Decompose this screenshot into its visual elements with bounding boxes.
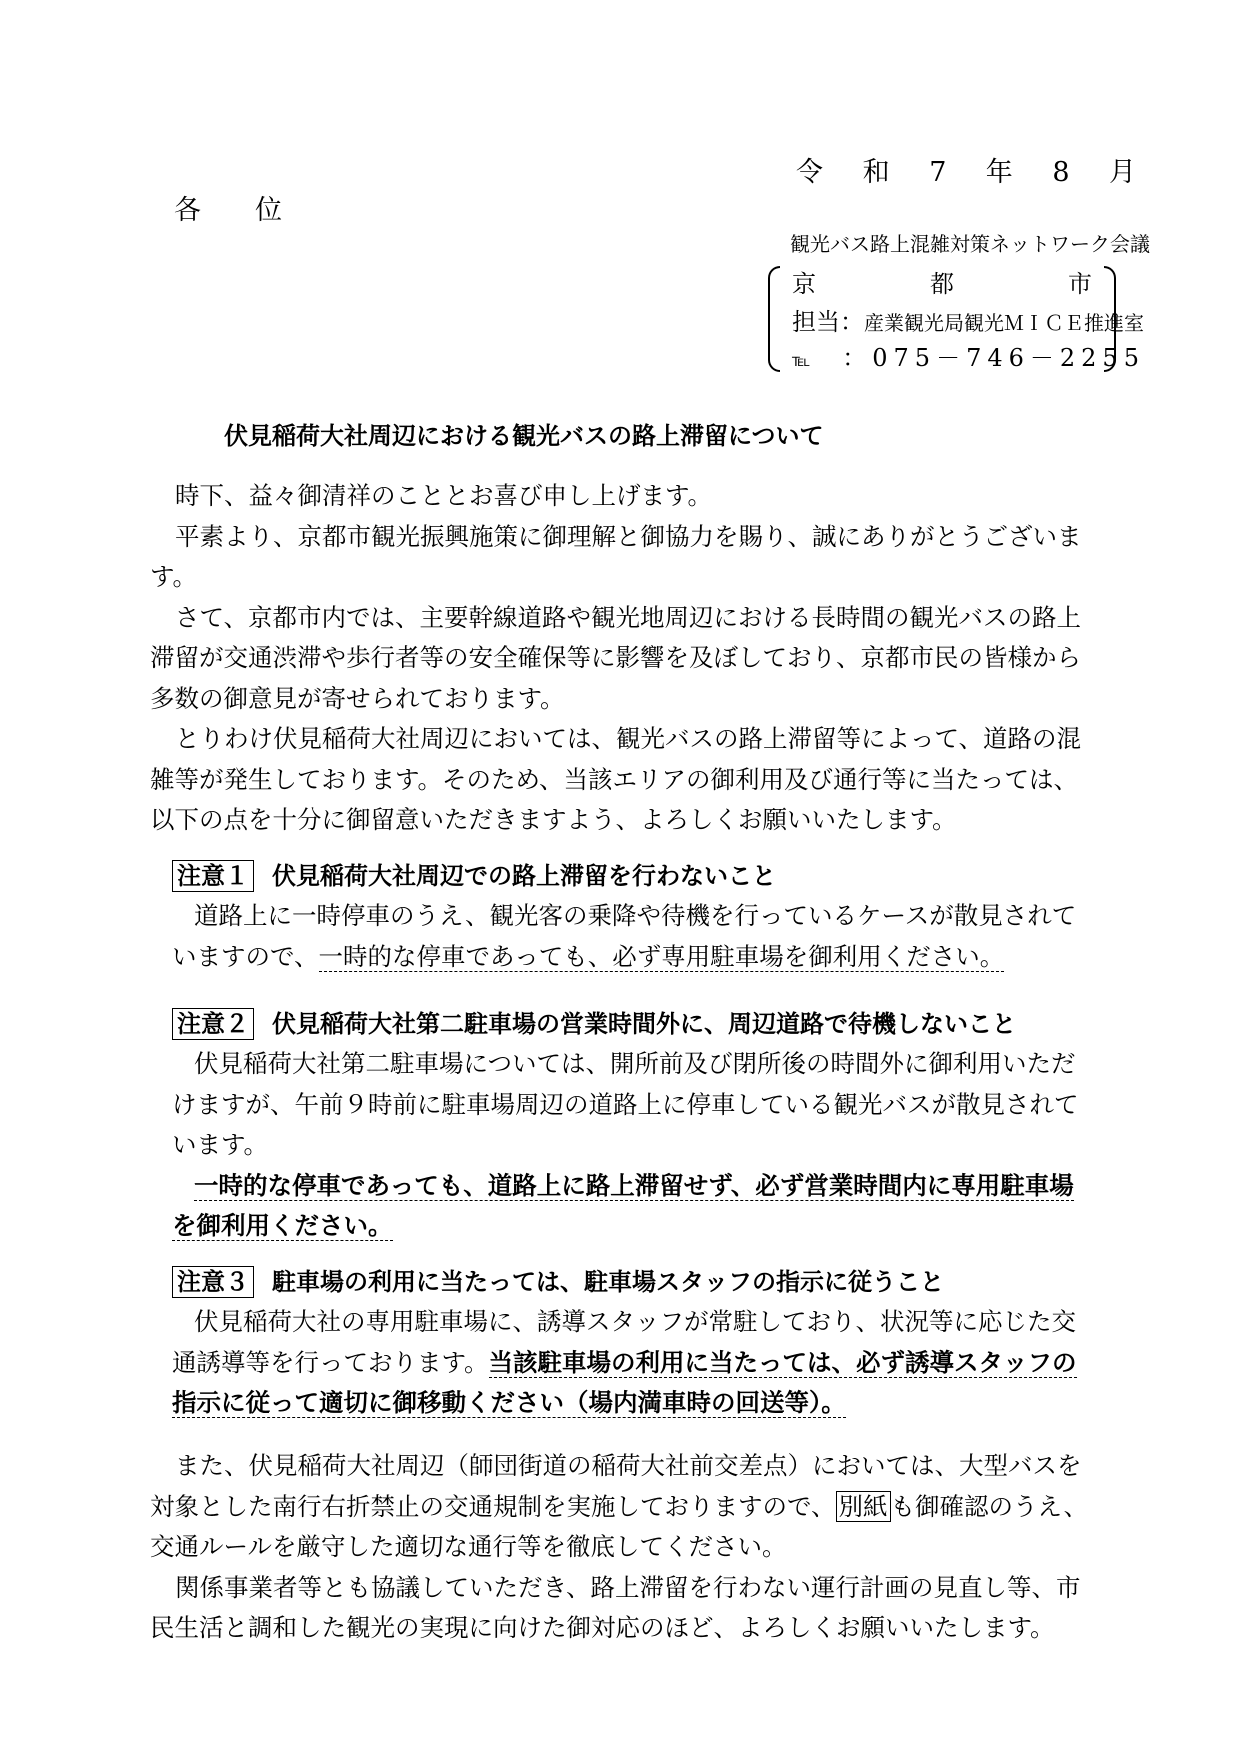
document-title: 伏見稲荷大社周辺における観光バスの路上滞留について <box>224 422 824 450</box>
date-char: 8 <box>1052 157 1070 188</box>
date-char: 7 <box>929 157 947 188</box>
underlined-text: を御利用ください。 <box>172 1211 393 1240</box>
body-line: 多数の御意見が寄せられております。 <box>150 683 565 713</box>
date-char: 和 <box>862 157 890 188</box>
note-heading: 注意２ 伏見稲荷大社第二駐車場の営業時間外に、周辺道路で待機しないこと <box>172 1004 1112 1044</box>
note-heading: 注意３ 駐車場の利用に当たっては、駐車場スタッフの指示に従うこと <box>172 1262 1112 1302</box>
intro-section <box>150 476 1090 841</box>
left-bracket <box>768 266 780 372</box>
sender-department: 担当：産業観光局観光ＭＩＣＥ推進室 <box>792 308 1144 336</box>
body-line: 伏見稲荷大社第二駐車場については、開所前及び閉所後の時間外に御利用いただ <box>194 1049 1076 1078</box>
sender-block <box>768 262 1145 372</box>
note-label: 注意２ <box>172 1008 254 1040</box>
body-line: 民生活と調和した観光の実現に向けた御対応のほど、よろしくお願いいたします。 <box>150 1613 1055 1642</box>
note-label: 注意１ <box>172 860 254 892</box>
note-1 <box>172 856 1112 977</box>
underlined-text: 一時的な停車であっても、道路上に路上滞留せず、必ず営業時間内に専用駐車場 <box>194 1170 1074 1200</box>
sender-organization: 観光バス路上混雑対策ネットワーク会議 <box>790 232 1150 256</box>
body-line: います。 <box>172 1130 269 1159</box>
underlined-text: 当該駐車場の利用に当たっては、必ず誘導スタッフの <box>488 1347 1077 1377</box>
body-line: 滞留が交通渋滞や歩行者等の安全確保等に影響を及ぼしており、京都市民の皆様から <box>150 643 1081 672</box>
body-line: 関係事業者等とも協議していただき、路上滞留を行わない運行計画の見直し等、市 <box>175 1572 1081 1602</box>
body-line: 交通ルールを厳守した適切な通行等を徹底してください。 <box>150 1532 787 1561</box>
body-line: す。 <box>150 562 198 591</box>
note-2 <box>172 1004 1112 1247</box>
body-line: 伏見稲荷大社の専用駐車場に、誘導スタッフが常駐しており、状況等に応じた交 <box>194 1307 1076 1336</box>
body-line: 以下の点を十分に御留意いただきますよう、よろしくお願いいたします。 <box>150 805 957 834</box>
recipient: 各 位 <box>174 195 282 226</box>
attachment-reference: 別紙 <box>836 1491 891 1522</box>
note-label: 注意３ <box>172 1266 254 1298</box>
body-line: 通誘導等を行っております。当該駐車場の利用に当たっては、必ず誘導スタッフの <box>172 1347 1077 1377</box>
tel-label: ℡ <box>792 351 811 371</box>
date-char: 年 <box>985 157 1013 188</box>
body-line: とりわけ伏見稲荷大社周辺においては、観光バスの路上滞留等によって、道路の混 <box>175 724 1082 753</box>
underlined-text: 指示に従って適切に御移動ください（場内満車時の回送等）。 <box>172 1388 846 1417</box>
body-line <box>172 1166 1112 1207</box>
sender-city: 京 都 市 <box>792 270 1092 298</box>
body-line: さて、京都市内では、主要幹線道路や観光地周辺における長時間の観光バスの路上 <box>175 602 1082 632</box>
body-line: 道路上に一時停車のうえ、観光客の乗降や待機を行っているケースが散見されて <box>194 901 1077 930</box>
underlined-text: 一時的な停車であっても、必ず専用駐車場を御利用ください。 <box>318 941 1005 971</box>
body-line: いますので、一時的な停車であっても、必ず専用駐車場を御利用ください。 <box>172 941 1005 971</box>
body-line: 平素より、京都市観光振興施策に御理解と御協力を賜り、誠にありがとうございま <box>175 521 1082 551</box>
body-line <box>172 1383 1112 1424</box>
body-line: 雑等が発生しております。そのため、当該エリアの御利用及び通行等に当たっては、 <box>150 764 1079 794</box>
note-3 <box>172 1262 1112 1424</box>
body-line <box>172 1206 1112 1247</box>
date-char: 月 <box>1108 157 1136 188</box>
body-line: 時下、益々御清祥のこととお喜び申し上げます。 <box>175 481 713 510</box>
date-char: 令 <box>796 157 823 188</box>
closing-section <box>150 1446 1090 1649</box>
body-line: けますが、午前９時前に駐車場周辺の道路上に停車している観光バスが散見されて <box>172 1089 1079 1119</box>
body-line: また、伏見稲荷大社周辺（師団街道の稲荷大社前交差点）においては、大型バスを <box>175 1451 1082 1480</box>
note-heading: 注意１ 伏見稲荷大社周辺での路上滞留を行わないこと <box>172 856 1112 896</box>
sender-phone: ℡ ：075－746－2255 <box>792 344 1145 372</box>
body-line: 対象とした南行右折禁止の交通規制を実施しておりますので、 別紙 も御確認のうえ、 <box>150 1491 1088 1521</box>
document-date <box>796 150 1139 189</box>
